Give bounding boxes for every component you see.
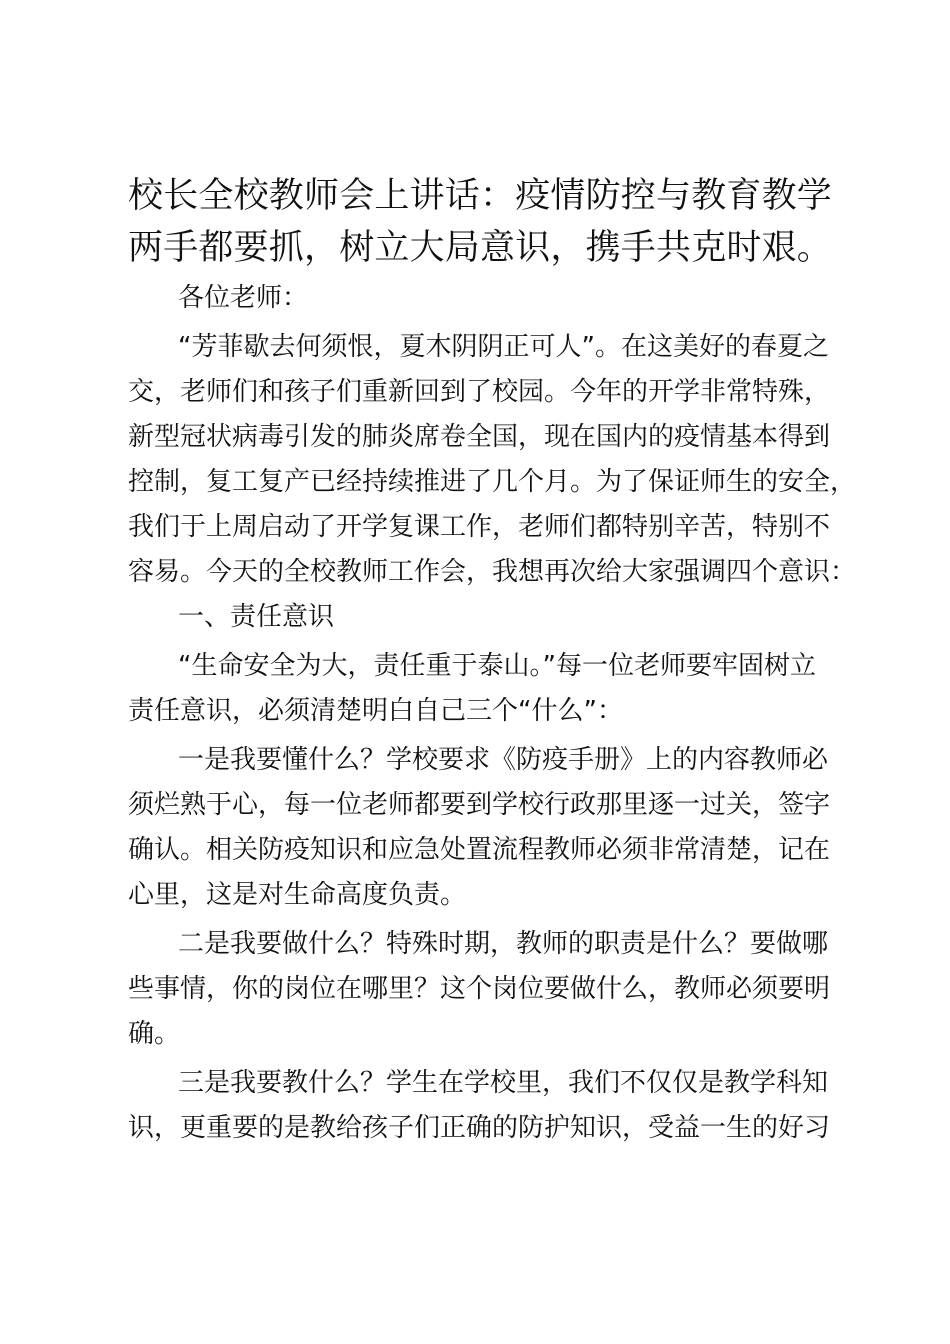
point-three-paragraph [128, 1061, 831, 1151]
paragraph-line: 二是我要做什么？特殊时期，教师的职责是什么？要做哪 [178, 929, 829, 959]
paragraph-line: 识，更重要的是教给孩子们正确的防护知识，受益一生的好习 [128, 1113, 831, 1143]
paragraph-line: 各位老师： [178, 283, 309, 313]
paragraph-line: 一、责任意识 [178, 602, 335, 632]
paragraph-line: 交，老师们和孩子们重新回到了校园。今年的开学非常特殊， [128, 377, 831, 407]
section-heading [128, 595, 828, 640]
paragraph-line: 控制，复工复产已经持续推进了几个月。为了保证师生的安全， [128, 467, 857, 497]
paragraph-line: “生命安全为大，责任重于泰山。”每一位老师要牢固树立 [178, 651, 816, 681]
paragraph-line: 心里，这是对生命高度负责。 [128, 880, 467, 910]
title-line: 校长全校教师会上讲话：疫情防控与教育教学 [128, 176, 833, 216]
paragraph-line: 责任意识，必须清楚明白自己三个“什么”： [128, 696, 623, 726]
document-title [128, 170, 848, 274]
responsibility-paragraph [128, 644, 828, 734]
paragraph-line: 一是我要懂什么？学校要求《防疫手册》上的内容教师必 [178, 745, 829, 775]
paragraph-line: 三是我要教什么？学生在学校里，我们不仅仅是教学科知 [178, 1068, 829, 1098]
paragraph-line: 须烂熟于心，每一位老师都要到学校行政那里逐一过关，签字 [128, 790, 831, 820]
paragraph-line: 容易。今天的全校教师工作会，我想再次给大家强调四个意识： [128, 557, 857, 587]
salutation-paragraph [128, 276, 828, 321]
point-two-paragraph [128, 922, 831, 1057]
title-line: 两手都要抓，树立大局意识，携手共克时艰。 [128, 228, 833, 268]
paragraph-line: “芳菲歇去何须恨，夏木阴阴正可人”。在这美好的春夏之 [178, 332, 829, 362]
paragraph-line: 确。 [128, 1019, 181, 1049]
document-body [128, 276, 857, 1151]
intro-paragraph [128, 325, 857, 595]
point-one-paragraph [128, 738, 831, 918]
paragraph-line: 新型冠状病毒引发的肺炎席卷全国，现在国内的疫情基本得到 [128, 422, 831, 452]
paragraph-line: 些事情，你的岗位在哪里？这个岗位要做什么，教师必须要明 [128, 974, 831, 1004]
paragraph-line: 确认。相关防疫知识和应急处置流程教师必须非常清楚，记在 [128, 835, 831, 865]
paragraph-line: 我们于上周启动了开学复课工作，老师们都特别辛苦，特别不 [128, 512, 831, 542]
